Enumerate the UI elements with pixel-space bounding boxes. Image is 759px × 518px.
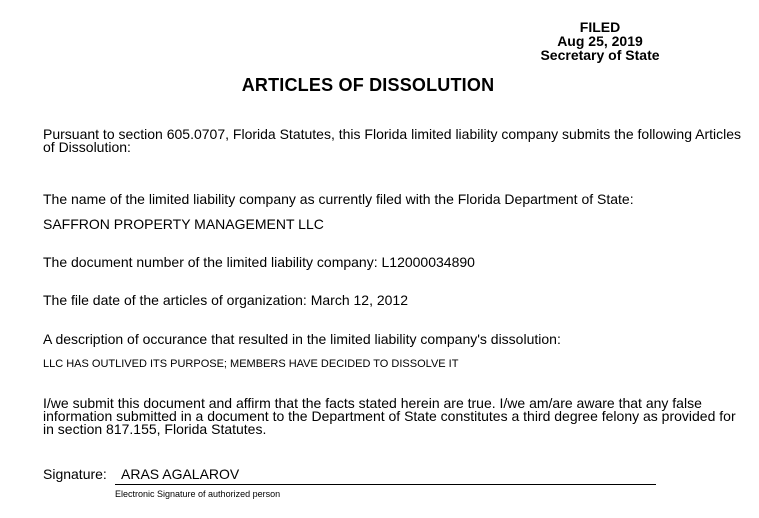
intro-paragraph: Pursuant to section 605.0707, Florida Statutes, this Florida limited liability company submits the following Articles of Dissolution: bbox=[43, 126, 742, 155]
dissolution-description-label: A description of occurance that resulted in the limited liability company's dissolution: bbox=[43, 331, 561, 347]
signature-name: ARAS AGALAROV bbox=[121, 466, 240, 482]
file-date: The file date of the articles of organization: March 12, 2012 bbox=[43, 292, 408, 308]
signature-line bbox=[115, 484, 656, 485]
filed-stamp bbox=[520, 20, 680, 62]
filed-stamp-status: FILED bbox=[579, 19, 621, 35]
dissolution-description-value: LLC HAS OUTLIVED ITS PURPOSE; MEMBERS HAVE DECIDED TO DISSOLVE IT bbox=[43, 358, 459, 370]
affirmation-paragraph: I/we submit this document and affirm that the facts stated herein are true. I/we am/are aware that any false information submitted in a document to the Department of State constitutes a third degree felony as provided for in section 817.155, Florida Statutes. bbox=[43, 395, 736, 437]
signature-caption: Electronic Signature of authorized person bbox=[115, 489, 281, 499]
company-name-label: The name of the limited liability company as currently filed with the Florida Department of State: bbox=[43, 191, 634, 207]
company-name-value: SAFFRON PROPERTY MANAGEMENT LLC bbox=[43, 216, 324, 232]
filed-stamp-date: Aug 25, 2019 bbox=[557, 33, 643, 49]
filed-stamp-office: Secretary of State bbox=[540, 47, 660, 63]
signature-label: Signature: bbox=[43, 466, 107, 482]
document-title: ARTICLES OF DISSOLUTION bbox=[241, 75, 495, 95]
document-number: The document number of the limited liability company: L12000034890 bbox=[43, 254, 475, 270]
